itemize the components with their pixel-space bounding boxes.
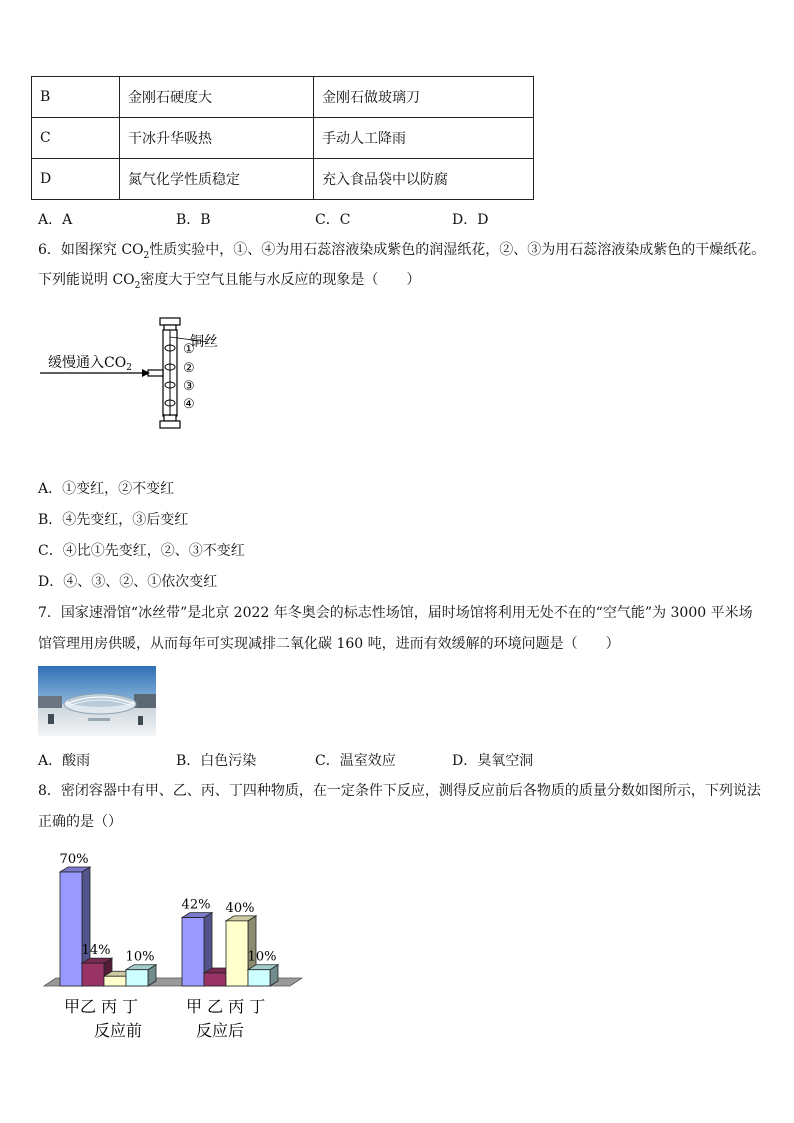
q7-stem-line1: 7．国家速滑馆“冰丝带”是北京 2022 年冬奥会的标志性场馆，届时场馆将利用无处不在的“空气能”为 3000 平米场 (38, 605, 753, 621)
choice-a[interactable]: A．酸雨 (38, 753, 91, 769)
row-use: 充入食品袋中以防腐 (314, 159, 534, 200)
row-property: 干冰升华吸热 (120, 118, 314, 159)
q6-choice-b[interactable]: B．④先变红，③后变红 (38, 512, 189, 528)
row-use: 手动人工降雨 (314, 118, 534, 159)
marker-2: ② (183, 361, 195, 376)
chart-bars (60, 867, 278, 986)
group-label-before: 反应前 (94, 1021, 143, 1040)
q6-choice-a[interactable]: A．①变红，②不变红 (38, 481, 175, 497)
bar-before-丁 (126, 965, 156, 986)
q8-mass-fraction-chart (36, 840, 306, 1045)
choice-b[interactable]: B．B (176, 212, 211, 228)
row-property: 氮气化学性质稳定 (120, 159, 314, 200)
choice-c[interactable]: C．C (315, 212, 351, 228)
data-label: 14% (81, 943, 111, 959)
choice-d[interactable]: D．臭氧空洞 (452, 753, 534, 769)
data-label: 10% (247, 949, 277, 965)
row-letter: C (32, 118, 120, 159)
choice-d[interactable]: D．D (452, 212, 489, 228)
bar-after-丁 (248, 965, 278, 986)
data-label: 10% (125, 949, 155, 965)
q6-choice-c[interactable]: C．④比①先变红，②、③不变红 (38, 543, 245, 559)
table-row (32, 118, 534, 159)
q8-stem-line1: 8．密闭容器中有甲、乙、丙、丁四种物质，在一定条件下反应，测得反应前后各物质的质量分数如图所示，下列说法 (38, 783, 761, 799)
row-property: 金刚石硬度大 (120, 77, 314, 118)
choice-c[interactable]: C．温室效应 (315, 753, 396, 769)
q8-stem-line2: 正确的是（） (38, 814, 122, 830)
ice-ribbon-stadium-photo (38, 666, 156, 736)
group-label-after: 反应后 (196, 1021, 245, 1040)
q6-stem-line1: 6．如图探究 $CO_2$性质实验中，①、④为用石蕊溶液染成紫色的润湿纸花，②、③为用石蕊溶液染成紫色的干燥纸花。 (38, 242, 766, 261)
data-label: 40% (225, 900, 255, 916)
after-category-labels: 甲 乙 丙 丁 (186, 997, 266, 1016)
choice-a[interactable]: A．A (38, 212, 73, 228)
q7-stem-line2: 馆管理用房供暖，从而每年可实现减排二氧化碳 160 吨，进而有效缓解的环境问题是（ ） (38, 636, 620, 652)
marker-1: ① (183, 342, 195, 357)
choice-b[interactable]: B．白色污染 (176, 753, 257, 769)
marker-3: ③ (183, 379, 195, 394)
row-letter: D (32, 159, 120, 200)
copper-wire-label: 铜丝 (190, 334, 218, 350)
row-use: 金刚石做玻璃刀 (314, 77, 534, 118)
q6-stem-line2: 下列能说明 $CO_2$密度大于空气且能与水反应的现象是（ ） (38, 272, 421, 291)
q6-choice-d[interactable]: D．④、③、②、①依次变红 (38, 574, 218, 590)
table-row (32, 77, 534, 118)
data-label: 42% (181, 897, 211, 913)
table-row (32, 159, 534, 200)
data-label: 70% (59, 852, 89, 867)
inlet-label: 缓慢通入$CO_2$ (48, 355, 132, 373)
q6-apparatus-figure (38, 316, 258, 438)
row-letter: B (32, 77, 120, 118)
q5-options-table (31, 76, 534, 200)
before-category-labels: 甲乙 丙 丁 (64, 997, 139, 1016)
marker-4: ④ (183, 397, 195, 412)
